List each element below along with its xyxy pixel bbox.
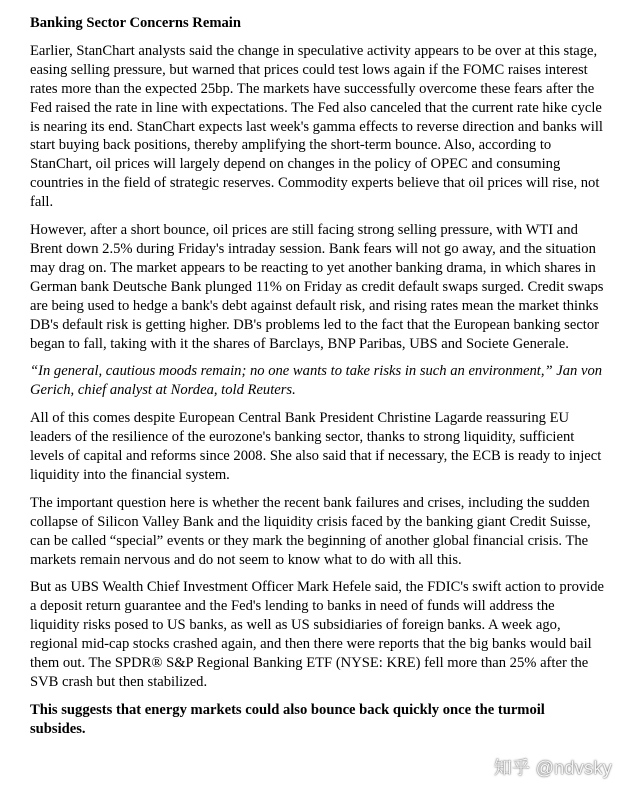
- watermark: 知乎 @ndvsky: [493, 758, 612, 778]
- article-paragraph: The important question here is whether the recent bank failures and crises, including the sudden collapse of Silicon Valley Bank and the liquidity crisis faced by the banking giant Credit Suisse, can be called “special” events or they mark the beginning of another global financial crisis. The markets remain nervous and do not seem to know what to do with all this.: [30, 494, 591, 568]
- article-quote: “In general, cautious moods remain; no one wants to take risks in such an environment,” Jan von Gerich, chief analyst at Nordea, told Reuters.: [30, 363, 603, 399]
- article-paragraph: But as UBS Wealth Chief Investment Officer Mark Hefele said, the FDIC's swift action to provide a deposit return guarantee and the Fed's lending to banks in need of funds will address the liquidity risks posed to US banks, as well as US subsidiaries of foreign banks. A week ago, regional mid-cap stocks crashed again, and then there were reports that the big banks would bail them out. The SPDR® S&P Regional Banking ETF (NYSE: KRE) fell more than 25% after the SVB crash but then stabilized.: [30, 579, 605, 690]
- article: [30, 14, 604, 739]
- article-closing: This suggests that energy markets could also bounce back quickly once the turmoil subsides.: [30, 701, 545, 737]
- article-heading: Banking Sector Concerns Remain: [30, 15, 241, 31]
- article-paragraph: Earlier, StanChart analysts said the change in speculative activity appears to be over at this stage, easing selling pressure, but warned that prices could test lows again if the FOMC raises interest rates more than the expected 25bp. The markets have successfully overcome these fears after the Fed raised the rate in line with expectations. The Fed also canceled that the current rate hike cycle is nearing its end. StanChart expects last week's gamma effects to reverse direction and banks will start buying back positions, thereby amplifying the short-term bounce. Also, according to StanChart, oil prices will largely depend on changes in the policy of OPEC and consuming countries in the field of strategic reserves. Commodity experts believe that oil prices will rise, not fall.: [30, 42, 603, 211]
- article-paragraph: All of this comes despite European Central Bank President Christine Lagarde reassuring EU leaders of the resilience of the eurozone's banking sector, thanks to strong liquidity, sufficient levels of capital and reforms since 2008. She also said that if necessary, the ECB is ready to inject liquidity into the financial system.: [30, 410, 602, 483]
- article-paragraph: However, after a short bounce, oil prices are still facing strong selling pressure, with WTI and Brent down 2.5% during Friday's intraday session. Bank fears will not go away, and the situation may drag on. The market appears to be reacting to yet another banking drama, in which shares in German bank Deutsche Bank plunged 11% on Friday as credit default swaps surged. Credit swaps are being used to hedge a bank's debt against default risk, and rising rates mean the market thinks DB's default risk is getting higher. DB's problems led to the fact that the European banking sector began to fall, taking with it the shares of Barclays, BNP Paribas, UBS and Societe Generale.: [30, 222, 604, 352]
